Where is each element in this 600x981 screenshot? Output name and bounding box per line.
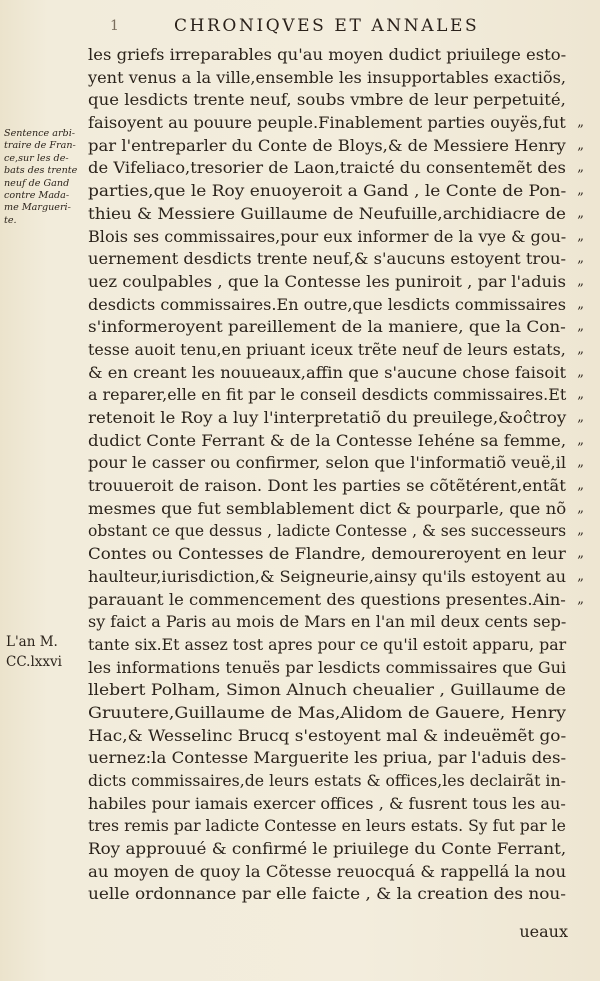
text-line-content: obstant ce que dessus , ladicte Contesse , & ses successeurs	[88, 521, 567, 541]
text-line	[88, 589, 584, 612]
quotation-mark: „	[577, 341, 584, 357]
text-line-content: uernez:la Contesse Marguerite les priua, par l'aduis des-	[88, 748, 567, 768]
text-line-content: tesse auoit tenu,en priuant iceux trẽte neuf de leurs estats,	[88, 339, 566, 359]
text-line	[88, 634, 578, 657]
text-line-content: parauant le commencement des questions presentes.Ain-	[88, 589, 566, 609]
text-line-content: les informations tenuës par lesdicts commissaires que Gui	[88, 657, 567, 677]
quotation-mark: „	[577, 364, 584, 380]
marginal-date	[6, 632, 94, 672]
text-line	[88, 838, 578, 861]
quotation-mark: „	[577, 432, 584, 448]
text-line	[88, 157, 584, 180]
text-line-content: haulteur,iurisdiction,& Seigneurie,ainsy qu'ils estoyent au	[88, 566, 567, 586]
text-line-content: trouueroit de raison. Dont les parties se cõtẽtérent,entãt	[88, 476, 566, 496]
text-line	[88, 520, 584, 543]
text-line	[88, 44, 578, 67]
text-line	[88, 180, 584, 203]
text-line	[88, 566, 584, 589]
text-line	[88, 657, 578, 680]
marginal-note-line: Sentence arbi-	[4, 128, 75, 139]
text-line	[88, 815, 578, 838]
marginal-note	[4, 128, 90, 227]
text-line-content: uez coulpables , que la Contesse les puniroit , par l'aduis	[88, 271, 566, 291]
quotation-mark: „	[577, 319, 584, 335]
text-line-content: Contes ou Contesses de Flandre, demoureroyent en leur	[88, 544, 566, 564]
quotation-mark: „	[577, 251, 584, 267]
text-line-content: Roy approuué & confirmé le priuilege du Conte Ferrant,	[88, 839, 567, 859]
text-line-content: Hac,& Wesselinc Brucq s'estoyent mal & indeuëmẽt go-	[88, 725, 567, 745]
quotation-mark: „	[577, 568, 584, 584]
text-line	[88, 362, 584, 385]
text-line	[88, 725, 578, 748]
text-line-content: tante six.Et assez tost apres pour ce qu'il estoit apparu, par	[88, 634, 567, 654]
text-line-content: a reparer,elle en fit par le conseil desdicts commissaires.Et	[88, 385, 567, 405]
text-line-content: parties,que le Roy enuoyeroit a Gand , le Conte de Pon-	[88, 181, 567, 201]
text-line	[88, 883, 578, 906]
text-line-content: de Vifeliaco,tresorier de Laon,traicté du consentemẽt des	[88, 158, 566, 178]
quotation-mark: „	[577, 546, 584, 562]
text-line-content: mesmes que fut semblablement dict & pourparle, que nõ	[88, 498, 567, 518]
text-line	[88, 271, 584, 294]
quotation-mark: „	[577, 183, 584, 199]
text-line	[88, 384, 584, 407]
text-line	[88, 67, 578, 90]
text-line	[88, 679, 578, 702]
text-line	[88, 248, 584, 271]
marginal-note-line: bats des trente	[4, 165, 78, 177]
text-line	[88, 203, 584, 226]
quotation-mark: „	[577, 115, 584, 131]
text-line-content: dudict Conte Ferrant & de la Contesse Iehéne sa femme,	[88, 430, 567, 450]
text-line-content: pour le casser ou confirmer, selon que l'informatiõ veuë,il	[88, 453, 567, 473]
page-header	[0, 12, 600, 38]
text-line-content: par l'entreparler du Conte de Bloys,& de Messiere Henry	[88, 135, 566, 155]
quotation-mark: „	[577, 296, 584, 312]
quotation-mark: „	[577, 160, 584, 176]
text-line	[88, 793, 578, 816]
text-line-content: retenoit le Roy a luy l'interpretatiõ du preuilege,&oĉtroy	[88, 408, 567, 427]
text-line-content: Blois ses commissaires,pour eux informer de la vye & gou-	[88, 226, 567, 246]
text-line	[88, 702, 578, 725]
text-line-content: tres remis par ladicte Contesse en leurs estats. Sy fut par le	[88, 816, 566, 836]
marginal-note-line: contre Mada-	[4, 190, 70, 202]
text-line-content: les griefs irreparables qu'au moyen dudict priuilege esto-	[88, 45, 567, 64]
text-line	[88, 861, 578, 884]
text-line-content: uernement desdicts trente neuf,& s'aucuns estoyent trou-	[88, 249, 567, 269]
text-line	[88, 89, 578, 112]
text-line-content: llebert Polham, Simon Alnuch cheualier , Guillaume de	[88, 680, 566, 700]
text-line	[88, 611, 578, 634]
text-line	[88, 316, 584, 339]
text-line-content: habiles pour iamais exercer offices , & fusrent tous les au-	[88, 793, 566, 813]
quotation-mark: „	[577, 410, 584, 425]
quotation-mark: „	[577, 478, 584, 494]
quotation-mark: „	[577, 387, 584, 403]
marginal-note-line: traire de Fran-	[4, 140, 76, 152]
text-line-content: thieu & Messiere Guillaume de Neufuille,archidiacre de	[88, 203, 566, 223]
text-line-content: yent venus a la ville,ensemble les insupportables exactiõs,	[88, 67, 567, 87]
marginal-note-line: neuf de Gand	[4, 177, 70, 189]
text-line	[88, 112, 584, 135]
text-line-content: sy faict a Paris au mois de Mars en l'an mil deux cents sep-	[88, 612, 567, 632]
text-line	[88, 452, 584, 475]
marginal-date-line: L'an M.	[6, 634, 58, 650]
marginal-note-line: me Margueri-	[4, 202, 71, 214]
text-line-content: que lesdicts trente neuf, soubs vmbre de leur perpetuité,	[88, 90, 566, 110]
text-line	[88, 430, 584, 453]
quotation-mark: „	[577, 273, 584, 289]
running-title: CHRONIQVES ET ANNALES	[174, 16, 480, 36]
text-line	[88, 770, 578, 793]
text-line	[88, 407, 584, 430]
quotation-mark: „	[577, 228, 584, 244]
quotation-mark: „	[577, 523, 584, 539]
text-line-content: uelle ordonnance par elle faicte , & la creation des nou-	[88, 884, 566, 904]
page-number: 1	[110, 18, 119, 34]
text-line	[88, 135, 584, 158]
quotation-mark: „	[577, 455, 584, 471]
text-line-content: faisoyent au pouure peuple.Finablement parties ouyës,fut	[88, 113, 566, 133]
text-line-content: dicts commissaires,de leurs estats & offices,les declairãt in-	[88, 771, 566, 790]
text-line	[88, 498, 584, 521]
text-line	[88, 339, 584, 362]
text-line-content: s'informeroyent pareillement de la maniere, que la Con-	[88, 317, 566, 337]
show-through-text	[150, 928, 310, 952]
text-line	[88, 294, 584, 317]
quotation-mark: „	[577, 500, 584, 516]
marginal-date-line: CC.lxxvi	[6, 654, 62, 670]
quotation-mark: „	[577, 591, 584, 607]
quotation-mark: „	[577, 137, 584, 153]
text-line	[88, 747, 578, 770]
catchword: ueaux	[519, 922, 568, 941]
text-line-content: & en creant les nouueaux,affin que s'aucune chose faisoit	[88, 362, 567, 382]
text-line	[88, 475, 584, 498]
text-line-content: au moyen de quoy la Cõtesse reuocquá & rappellá la nou	[88, 861, 567, 881]
quotation-mark: „	[577, 205, 584, 221]
text-line-content: desdicts commissaires.En outre,que lesdicts commissaires	[88, 294, 566, 314]
marginal-note-line: te.	[4, 214, 17, 226]
marginal-note-line: ce,sur les de-	[4, 152, 69, 164]
text-line-content: Gruutere,Guillaume de Mas,Alidom de Gauere, Henry	[88, 702, 566, 722]
text-line	[88, 226, 584, 249]
text-line	[88, 543, 584, 566]
body-text	[88, 44, 584, 906]
